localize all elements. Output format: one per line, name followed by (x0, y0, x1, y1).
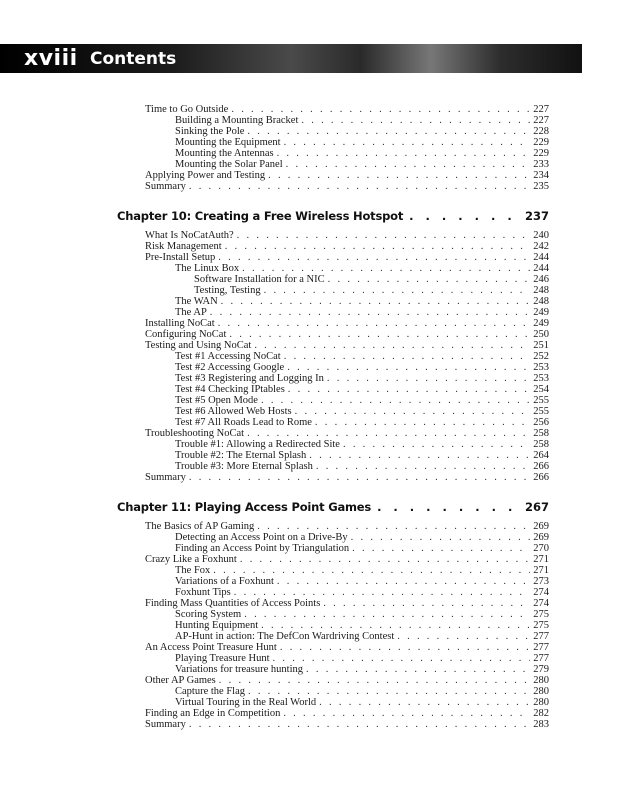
toc-entry[interactable] (175, 417, 549, 428)
entry-page: 234 (533, 170, 549, 181)
entry-page: 255 (533, 406, 549, 417)
toc-entry[interactable] (194, 274, 549, 285)
dot-leader (316, 461, 530, 472)
dot-leader (221, 296, 531, 307)
entry-title: Test #1 Accessing NoCat (175, 351, 281, 362)
dot-leader (231, 104, 530, 115)
toc-entry[interactable] (145, 554, 549, 565)
dot-leader (273, 653, 531, 664)
dot-leader (218, 252, 530, 263)
dot-leader (352, 543, 530, 554)
dot-leader (247, 428, 530, 439)
dot-leader (277, 148, 531, 159)
entry-page: 254 (533, 384, 549, 395)
entry-title: Test #5 Open Mode (175, 395, 258, 406)
toc-entry[interactable] (145, 170, 549, 181)
entry-page: 279 (533, 664, 549, 675)
entry-title: The Linux Box (175, 263, 240, 274)
toc-entry[interactable] (145, 428, 549, 439)
entry-page: 266 (533, 472, 549, 483)
dot-leader (264, 285, 531, 296)
entry-page: 275 (533, 609, 549, 620)
toc-entry[interactable] (145, 230, 549, 241)
entry-page: 277 (533, 631, 549, 642)
entry-page: 227 (533, 104, 549, 115)
dot-leader (189, 181, 530, 192)
entry-page: 233 (533, 159, 549, 170)
entry-page: 244 (533, 252, 549, 263)
entry-title: Testing, Testing (194, 285, 261, 296)
dot-leader (240, 554, 530, 565)
entry-page: 229 (533, 148, 549, 159)
toc-entry[interactable] (145, 340, 549, 351)
dot-leader (409, 208, 521, 224)
entry-title: Finding Mass Quantities of Access Points (145, 598, 321, 609)
entry-page: 275 (533, 620, 549, 631)
entry-page: 228 (533, 126, 549, 137)
entry-title: Sinking the Pole (175, 126, 245, 137)
entry-title: Installing NoCat (145, 318, 215, 329)
entry-page: 273 (533, 576, 549, 587)
toc-entry[interactable] (145, 521, 549, 532)
toc-entry[interactable] (175, 653, 549, 664)
dot-leader (287, 362, 530, 373)
dot-leader (244, 609, 530, 620)
dot-leader (189, 719, 530, 730)
dot-leader (242, 263, 530, 274)
dot-leader (295, 406, 531, 417)
toc-entry[interactable] (175, 406, 549, 417)
dot-leader (319, 697, 530, 708)
toc-entry[interactable] (145, 675, 549, 686)
dot-leader (315, 417, 530, 428)
entry-title: Summary (145, 472, 186, 483)
entry-title: Mounting the Antennas (175, 148, 274, 159)
section-title: Contents (90, 49, 177, 69)
dot-leader (288, 384, 530, 395)
toc-entry[interactable] (145, 241, 549, 252)
dot-leader (280, 642, 530, 653)
entry-page: 280 (533, 675, 549, 686)
toc-entry[interactable] (175, 543, 549, 554)
toc-entry[interactable] (175, 697, 549, 708)
entry-page: 240 (533, 230, 549, 241)
dot-leader (309, 450, 530, 461)
entry-page: 248 (533, 285, 549, 296)
dot-leader (286, 159, 531, 170)
entry-title: Test #4 Checking IPtables (175, 384, 285, 395)
entry-page: 277 (533, 653, 549, 664)
toc-entry[interactable] (175, 263, 549, 274)
toc-entry[interactable] (175, 450, 549, 461)
page-number: xviii (24, 46, 78, 71)
toc-entry[interactable] (175, 686, 549, 697)
entry-title: Finding an Access Point by Triangulation (175, 543, 350, 554)
entry-title: Scoring System (175, 609, 242, 620)
entry-page: 264 (533, 450, 549, 461)
entry-title: The Basics of AP Gaming (145, 521, 255, 532)
entry-title: What Is NoCatAuth? (145, 230, 234, 241)
toc-entry[interactable] (175, 296, 549, 307)
toc-entry[interactable] (145, 719, 549, 730)
entry-title: An Access Point Treasure Hunt (145, 642, 277, 653)
entry-title: Mounting the Solar Panel (175, 159, 283, 170)
entry-title: Risk Management (145, 241, 222, 252)
toc-entry[interactable] (145, 329, 549, 340)
entry-title: Software Installation for a NIC (194, 274, 325, 285)
toc-entry[interactable] (194, 285, 549, 296)
toc-entry[interactable] (145, 181, 549, 192)
entry-page: 280 (533, 697, 549, 708)
entry-title: Hunting Equipment (175, 620, 259, 631)
toc-block-chapter-9-tail (0, 104, 640, 192)
dot-leader (257, 521, 530, 532)
entry-title: Variations for treasure hunting (175, 664, 304, 675)
dot-leader (213, 565, 530, 576)
toc-entry[interactable] (175, 115, 549, 126)
dot-leader (397, 631, 530, 642)
toc-entry[interactable] (175, 609, 549, 620)
entry-title: Detecting an Access Point on a Drive-By (175, 532, 348, 543)
entry-title: Foxhunt Tips (175, 587, 231, 598)
chapter-11-entries (0, 521, 640, 730)
dot-leader (268, 170, 530, 181)
entry-title: Configuring NoCat (145, 329, 227, 340)
toc-entry[interactable] (145, 252, 549, 263)
entry-title: Troubleshooting NoCat (145, 428, 245, 439)
dot-leader (229, 329, 530, 340)
entry-page: 269 (533, 532, 549, 543)
entry-page: 249 (533, 318, 549, 329)
toc-entry[interactable] (175, 576, 549, 587)
toc-entry[interactable] (175, 532, 549, 543)
chapter-10-entries (0, 230, 640, 483)
entry-title: AP-Hunt in action: The DefCon Wardriving Contest (175, 631, 395, 642)
entry-page: 251 (533, 340, 549, 351)
toc-entry[interactable] (175, 373, 549, 384)
entry-title: Other AP Games (145, 675, 216, 686)
entry-title: Crazy Like a Foxhunt (145, 554, 237, 565)
chapter-title: Chapter 11: Playing Access Point Games (117, 500, 372, 514)
entry-title: Trouble #3: More Eternal Splash (175, 461, 313, 472)
toc-entry[interactable] (175, 620, 549, 631)
entry-page: 249 (533, 307, 549, 318)
toc-entry[interactable] (175, 439, 549, 450)
entry-title: Test #3 Registering and Logging In (175, 373, 324, 384)
entry-page: 282 (533, 708, 549, 719)
entry-page: 227 (533, 115, 549, 126)
toc-entry[interactable] (175, 587, 549, 598)
entry-title: Mounting the Equipment (175, 137, 281, 148)
entry-page: 244 (533, 263, 549, 274)
dot-leader (323, 598, 530, 609)
toc-entry[interactable] (175, 631, 549, 642)
running-header (0, 44, 582, 73)
entry-page: 269 (533, 521, 549, 532)
entry-page: 266 (533, 461, 549, 472)
toc-entry[interactable] (175, 664, 549, 675)
entry-title: Variations of a Foxhunt (175, 576, 274, 587)
toc-entry[interactable] (145, 318, 549, 329)
toc-entry[interactable] (175, 148, 549, 159)
toc-entry[interactable] (145, 472, 549, 483)
entry-title: Building a Mounting Bracket (175, 115, 299, 126)
toc-entry[interactable] (175, 461, 549, 472)
entry-title: The WAN (175, 296, 218, 307)
entry-title: Test #2 Accessing Google (175, 362, 285, 373)
toc-entry[interactable] (145, 708, 549, 719)
entry-page: 274 (533, 598, 549, 609)
entry-title: Pre-Install Setup (145, 252, 216, 263)
entry-title: The AP (175, 307, 207, 318)
entry-title: The Fox (175, 565, 211, 576)
entry-title: Virtual Touring in the Real World (175, 697, 317, 708)
entry-page: 252 (533, 351, 549, 362)
dot-leader (283, 708, 530, 719)
dot-leader (189, 472, 530, 483)
entry-page: 271 (533, 565, 549, 576)
dot-leader (277, 576, 530, 587)
entry-title: Playing Treasure Hunt (175, 653, 270, 664)
entry-page: 229 (533, 137, 549, 148)
entry-page: 250 (533, 329, 549, 340)
entry-page: 253 (533, 373, 549, 384)
entry-title: Testing and Using NoCat (145, 340, 252, 351)
chapter-10-heading[interactable] (117, 208, 549, 224)
entry-page: 255 (533, 395, 549, 406)
toc-entry[interactable] (175, 137, 549, 148)
entry-page: 242 (533, 241, 549, 252)
dot-leader (328, 274, 531, 285)
entry-page: 280 (533, 686, 549, 697)
entry-page: 283 (533, 719, 549, 730)
dot-leader (225, 241, 531, 252)
entry-page: 277 (533, 642, 549, 653)
entry-title: Applying Power and Testing (145, 170, 266, 181)
entry-page: 258 (533, 428, 549, 439)
entry-title: Finding an Edge in Competition (145, 708, 281, 719)
chapter-page: 237 (524, 209, 549, 223)
entry-page: 235 (533, 181, 549, 192)
dot-leader (343, 439, 530, 450)
dot-leader (284, 351, 531, 362)
toc-entry[interactable] (175, 384, 549, 395)
toc-entry[interactable] (145, 104, 549, 115)
dot-leader (254, 340, 530, 351)
entry-title: Capture the Flag (175, 686, 245, 697)
dot-leader (327, 373, 530, 384)
toc-entry[interactable] (175, 565, 549, 576)
dot-leader (261, 395, 530, 406)
entry-page: 248 (533, 296, 549, 307)
toc-entry[interactable] (175, 307, 549, 318)
dot-leader (218, 318, 531, 329)
toc-entry[interactable] (175, 351, 549, 362)
toc-entry[interactable] (175, 126, 549, 137)
toc-entry[interactable] (175, 395, 549, 406)
toc-entry[interactable] (175, 159, 549, 170)
entry-title: Trouble #2: The Eternal Splash (175, 450, 307, 461)
dot-leader (247, 126, 530, 137)
entry-page: 270 (533, 543, 549, 554)
dot-leader (351, 532, 531, 543)
chapter-title: Chapter 10: Creating a Free Wireless Hotspot (117, 209, 404, 223)
toc-entry[interactable] (175, 362, 549, 373)
entry-page: 274 (533, 587, 549, 598)
entry-title: Trouble #1: Allowing a Redirected Site (175, 439, 340, 450)
entry-title: Test #7 All Roads Lead to Rome (175, 417, 312, 428)
entry-title: Summary (145, 719, 186, 730)
entry-page: 271 (533, 554, 549, 565)
dot-leader (306, 664, 530, 675)
dot-leader (248, 686, 530, 697)
entry-title: Test #6 Allowed Web Hosts (175, 406, 292, 417)
chapter-11-heading[interactable] (117, 499, 549, 515)
table-of-contents (0, 104, 640, 730)
dot-leader (284, 137, 531, 148)
dot-leader (210, 307, 530, 318)
dot-leader (234, 587, 531, 598)
entry-page: 253 (533, 362, 549, 373)
entry-title: Summary (145, 181, 186, 192)
chapter-page: 267 (524, 500, 549, 514)
dot-leader (377, 499, 521, 515)
dot-leader (219, 675, 530, 686)
entry-title: Time to Go Outside (145, 104, 229, 115)
entry-page: 256 (533, 417, 549, 428)
entry-page: 258 (533, 439, 549, 450)
toc-entry[interactable] (145, 598, 549, 609)
dot-leader (261, 620, 530, 631)
dot-leader (301, 115, 530, 126)
dot-leader (237, 230, 531, 241)
toc-entry[interactable] (145, 642, 549, 653)
entry-page: 246 (533, 274, 549, 285)
